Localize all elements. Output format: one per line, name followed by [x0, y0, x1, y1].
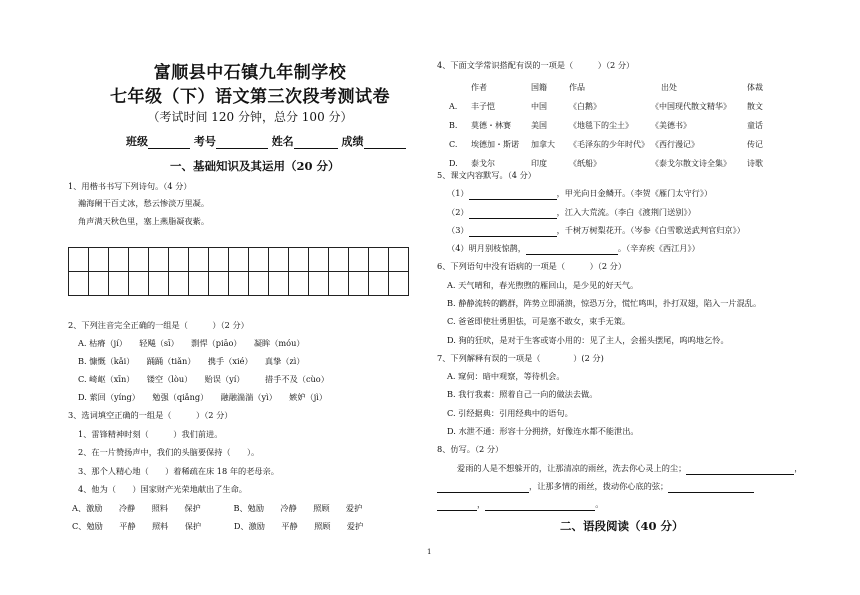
grid-cell: [249, 272, 269, 296]
q8-blank-3[interactable]: [668, 481, 754, 493]
q3-sentence-3: 3、那个人精心地（ ）着稀疏在床 18 年的老母亲。: [78, 466, 279, 476]
q1-line1: 瀚海阑干百丈冰，愁云惨淡万里凝。: [78, 198, 210, 208]
grid-cell: [129, 272, 149, 296]
grid-cell: [329, 272, 349, 296]
q3-sentence-1: 1、雷锋精神时刻（ ）我们前进。: [78, 429, 223, 439]
table-header: 作者: [471, 83, 487, 92]
table-cell: 散文: [747, 102, 763, 111]
q5-line-4-text-b: 。（辛弃疾《西江月》）: [617, 243, 700, 253]
grid-cell: [269, 248, 289, 272]
table-cell: C.: [449, 140, 458, 149]
q8-text-1: 爱雨的人是不想躲开的，让那清凉的雨丝，洗去你心灵上的尘；: [457, 463, 687, 473]
table-header: 国籍: [531, 83, 547, 92]
section-1-title: 一、基础知识及其运用（20 分）: [170, 159, 340, 173]
grid-cell: [369, 272, 389, 296]
table-header: 体裁: [747, 83, 763, 92]
table-cell: B.: [449, 121, 458, 130]
section-2-title: 二、语段阅读（40 分）: [560, 519, 684, 533]
q8-line-2: [437, 481, 754, 493]
name-blank: [294, 136, 338, 149]
grid-cell: [309, 248, 329, 272]
q8-prompt: 8、仿写。（2 分）: [437, 444, 504, 454]
grid-cell: [329, 248, 349, 272]
score-label: 成绩: [341, 135, 364, 148]
grid-cell: [349, 272, 369, 296]
table-cell: 莫德・林赛: [471, 121, 511, 130]
q1-line2: 角声满天秋色里，塞上燕脂凝夜紫。: [78, 216, 210, 226]
grid-cell: [129, 248, 149, 272]
table-cell: 中国: [531, 102, 547, 111]
q3-sentence-2: 2、在一片赞扬声中，我们的头脑要保持（ ）。: [78, 447, 260, 457]
table-row: [449, 116, 777, 135]
grid-cell: [289, 248, 309, 272]
number-blank: [216, 136, 268, 149]
q5-line-4: [447, 243, 700, 255]
grid-cell: [209, 248, 229, 272]
grid-cell: [109, 272, 129, 296]
q5-line-3-text: ，千树万树梨花开。（岑参《白雪歌送武判官归京》）: [556, 225, 745, 235]
table-cell: 《地毯下的尘土》: [569, 121, 633, 130]
q6-option-b: B. 静静流转的鹳群，阵势立即涌溃，惊恐万分，慌忙鸣叫，扑打双翅，陷入一片混乱。: [447, 298, 762, 308]
q3-prompt: 3、选词填空正确的一组是（ ）（2 分）: [68, 410, 233, 420]
grid-cell: [209, 272, 229, 296]
q6-option-a: A. 天气晴和，春光煦煦的雁回山，是少见的好天气。: [447, 280, 639, 290]
q2-prompt: 2、下列注音完全正确的一组是（ ）（2 分）: [68, 320, 249, 330]
q5-line-3: [447, 225, 745, 237]
table-header-row: [449, 78, 777, 97]
grid-cell: [169, 272, 189, 296]
grid-cell: [389, 248, 409, 272]
grid-cell: [229, 248, 249, 272]
q7-prompt: 7、下列解释有误的一项是（ ）(2 分): [437, 353, 604, 363]
table-row: [449, 97, 777, 116]
grid-cell: [389, 272, 409, 296]
grid-cell: [229, 272, 249, 296]
q4-prompt: 4、下面文学常识搭配有误的一项是（ ）（2 分）: [437, 60, 635, 70]
q2-option-d: D. 萦回（yíng） 勉强（qiǎng） 融融湍湍（yì） 嫉妒（jì）: [78, 392, 328, 402]
student-info-line: [126, 133, 406, 149]
q5-prompt: 5、课文内容默写。（4 分）: [437, 170, 536, 180]
table-cell: A.: [449, 102, 458, 111]
q5-blank-3[interactable]: [469, 225, 557, 237]
q3-options-ab: A、激励 冷静 照料 保护 B、勉励 冷静 照顾 爱护: [72, 503, 363, 513]
number-label: 考号: [193, 135, 216, 148]
q5-line-2: [447, 207, 696, 219]
table-cell: [449, 78, 471, 97]
q6-option-c: C. 爸爸即使壮勇胆怯，可是塞不敢女，束手无策。: [447, 316, 631, 326]
q6-prompt: 6、下列语句中没有语病的一项是（ ）（2 分）: [437, 261, 627, 271]
q3-options-cd: C、勉励 平静 照料 保护 D、激励 平静 照顾 爱护: [72, 521, 364, 531]
q7-option-c: C. 引经据典：引用经典中的语句。: [447, 408, 573, 418]
q5-line-3-num: （3）: [447, 225, 469, 235]
q8-end-1: ，: [794, 463, 803, 473]
q8-blank-4[interactable]: [437, 499, 477, 511]
q5-line-1: [447, 188, 712, 200]
q5-line-1-text: ，甲光向日金鳞开。（李贺《雁门太守行》）: [556, 188, 713, 198]
grid-cell: [189, 248, 209, 272]
grid-cell: [269, 272, 289, 296]
q6-option-d: D. 狗的狂吠，是对于生客或寄小用的：见了主人，会摇头摆尾，呜呜地乞怜。: [447, 335, 729, 345]
exam-subtitle: （考试时间 120 分钟，总分 100 分）: [147, 110, 353, 124]
table-cell: D.: [449, 159, 458, 168]
grid-cell: [89, 272, 109, 296]
grid-cell: [89, 248, 109, 272]
table-cell: 泰戈尔: [471, 159, 495, 168]
table-cell: 丰子恺: [471, 102, 495, 111]
page-number: 1: [427, 548, 432, 556]
exam-title: 七年级（下）语文第三次段考测试卷: [110, 87, 390, 107]
class-label: 班级: [126, 135, 148, 148]
grid-cell: [149, 272, 169, 296]
q3-sentence-4: 4、他为（ ）国家财产光荣地献出了生命。: [78, 484, 247, 494]
q5-line-2-text: ，江入大荒流。（李白《渡荆门送别》）: [556, 207, 696, 217]
table-header: 出处: [661, 83, 677, 92]
q2-option-a: A. 枯瘠（jí） 轻飚（sī） 剽悍（piāo） 凝眸（móu）: [78, 338, 305, 348]
q2-option-b: B. 慷慨（kǎi） 踊踊（tiǎn） 携手（xié） 真挚（zì）: [78, 356, 305, 366]
q7-option-d: D. 水泄不通：形容十分拥挤，好像连水都不能泄出。: [447, 426, 639, 436]
grid-cell: [109, 248, 129, 272]
q8-end-2: 。: [595, 499, 604, 509]
grid-cell: [189, 272, 209, 296]
table-header: 作品: [569, 83, 585, 92]
table-cell: 《美德书》: [651, 121, 691, 130]
table-cell: 埃德加・斯诺: [471, 140, 519, 149]
score-blank: [364, 136, 406, 149]
grid-cell: [69, 248, 89, 272]
table-cell: 《中国现代散文精华》: [651, 102, 731, 111]
table-cell: 传记: [747, 140, 763, 149]
grid-cell: [349, 248, 369, 272]
table-cell: 《毛泽东的少年时代》: [569, 140, 649, 149]
table-cell: 《泰戈尔散文诗全集》: [651, 159, 731, 168]
q8-end-1b: ，: [477, 499, 486, 509]
grid-cell: [249, 248, 269, 272]
q4-table: [449, 78, 777, 173]
table-row: [449, 135, 777, 154]
q8-blank-2[interactable]: [437, 481, 529, 493]
q5-blank-2[interactable]: [469, 207, 557, 219]
writing-grid: [68, 247, 409, 296]
table-cell: 《白鹅》: [569, 102, 601, 111]
q5-blank-4[interactable]: [526, 243, 618, 255]
q8-text-2: ，让那多情的雨丝，拨动你心底的弦；: [529, 481, 669, 491]
q8-line-1: [457, 463, 802, 475]
grid-cell: [289, 272, 309, 296]
table-cell: 诗歌: [747, 159, 763, 168]
q7-option-a: A. 窥伺：暗中观察，等待机会。: [447, 371, 565, 381]
q1-prompt: 1、用楷书书写下列诗句。（4 分）: [68, 181, 192, 191]
grid-cell: [309, 272, 329, 296]
q8-blank-1[interactable]: [686, 463, 794, 475]
table-cell: 《纸船》: [569, 159, 601, 168]
q8-line-3: [437, 499, 603, 511]
table-cell: 美国: [531, 121, 547, 130]
q5-line-1-num: （1）: [447, 188, 469, 198]
grid-cell: [169, 248, 189, 272]
grid-cell: [69, 272, 89, 296]
table-cell: 《西行漫记》: [651, 140, 699, 149]
table-cell: 加拿大: [531, 140, 555, 149]
table-cell: 童话: [747, 121, 763, 130]
q5-line-2-num: （2）: [447, 207, 469, 217]
q8-blank-5[interactable]: [485, 499, 595, 511]
table-cell: 印度: [531, 159, 547, 168]
grid-cell: [369, 248, 389, 272]
q2-option-c: C. 崎岖（xīn） 镂空（lòu） 贻误（yí） 措手不及（cùo）: [78, 374, 329, 384]
q7-option-b: B. 我行我素：照着自己一向的做法去做。: [447, 389, 598, 399]
school-name: 富顺县中石镇九年制学校: [153, 63, 347, 83]
grid-cell: [149, 248, 169, 272]
class-blank: [148, 136, 190, 149]
q5-line-4-text-a: （4）明月别枝惊鹊，: [447, 243, 526, 253]
q5-blank-1[interactable]: [469, 188, 557, 200]
name-label: 姓名: [271, 135, 294, 148]
